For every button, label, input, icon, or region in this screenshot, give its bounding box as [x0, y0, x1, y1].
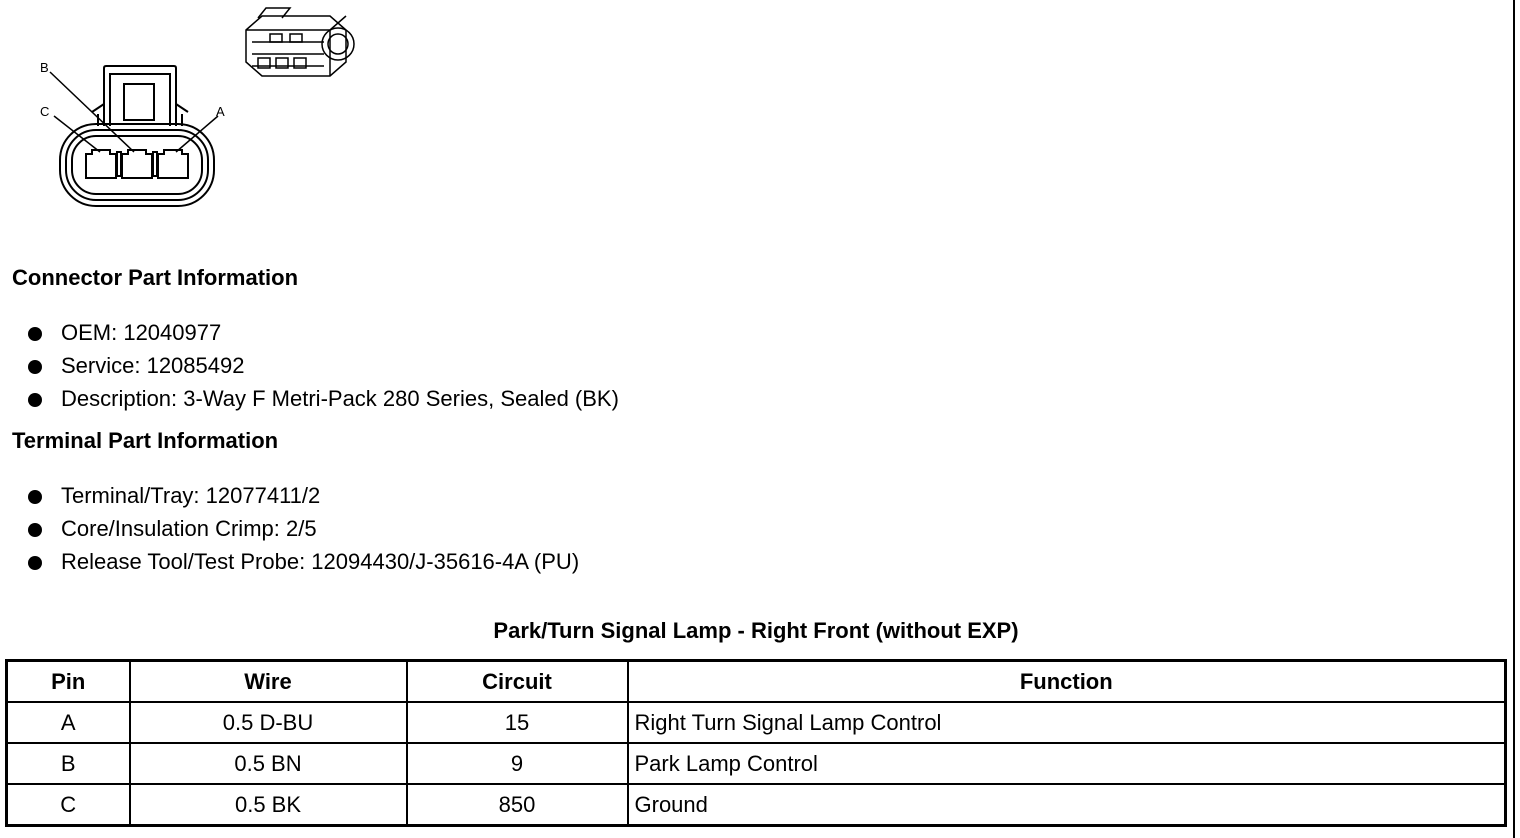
pinout-table	[5, 659, 1507, 827]
terminal-info-list	[28, 479, 579, 578]
header-circuit: Circuit	[407, 661, 628, 703]
list-item	[28, 545, 579, 578]
cell-circuit: 15	[407, 702, 628, 743]
bullet-icon	[28, 327, 42, 341]
table-title: Park/Turn Signal Lamp - Right Front (without EXP)	[493, 618, 1019, 643]
terminal-info-item: Release Tool/Test Probe: 12094430/J-35616-4A (PU)	[61, 549, 580, 574]
table-row	[7, 743, 1506, 784]
connector-isometric-icon	[246, 8, 354, 76]
bullet-icon	[28, 556, 42, 570]
connector-info-item: Description: 3-Way F Metri-Pack 280 Series, Sealed (BK)	[61, 386, 619, 411]
bullet-icon	[28, 523, 42, 537]
list-item	[28, 512, 579, 545]
cell-circuit: 9	[407, 743, 628, 784]
connector-info-item: Service: 12085492	[61, 353, 245, 378]
list-item	[28, 316, 619, 349]
cell-pin: C	[7, 784, 130, 826]
cell-function: Park Lamp Control	[628, 743, 1506, 784]
list-item	[28, 349, 619, 382]
header-function: Function	[628, 661, 1506, 703]
terminal-info-item: Core/Insulation Crimp: 2/5	[61, 516, 317, 541]
pin-label-c: C	[40, 104, 50, 119]
terminal-info-heading: Terminal Part Information	[12, 428, 279, 453]
cell-function: Ground	[628, 784, 1506, 826]
cell-wire: 0.5 BK	[130, 784, 407, 826]
terminal-info-item: Terminal/Tray: 12077411/2	[61, 483, 321, 508]
bullet-icon	[28, 360, 42, 374]
table-row	[7, 784, 1506, 826]
cell-function: Right Turn Signal Lamp Control	[628, 702, 1506, 743]
connector-info-list	[28, 316, 619, 415]
list-item	[28, 479, 579, 512]
cell-circuit: 850	[407, 784, 628, 826]
list-item	[28, 382, 619, 415]
cell-pin: A	[7, 702, 130, 743]
table-header-row	[7, 661, 1506, 703]
page-right-border	[1513, 0, 1515, 838]
cell-pin: B	[7, 743, 130, 784]
bullet-icon	[28, 490, 42, 504]
bullet-icon	[28, 393, 42, 407]
header-wire: Wire	[130, 661, 407, 703]
cell-wire: 0.5 D-BU	[130, 702, 407, 743]
pin-label-a: A	[216, 104, 225, 119]
cell-wire: 0.5 BN	[130, 743, 407, 784]
pin-label-b: B	[40, 60, 49, 75]
connector-diagram	[0, 0, 380, 225]
table-row	[7, 702, 1506, 743]
header-pin: Pin	[7, 661, 130, 703]
connector-info-heading: Connector Part Information	[12, 265, 299, 290]
connector-info-item: OEM: 12040977	[61, 320, 222, 345]
